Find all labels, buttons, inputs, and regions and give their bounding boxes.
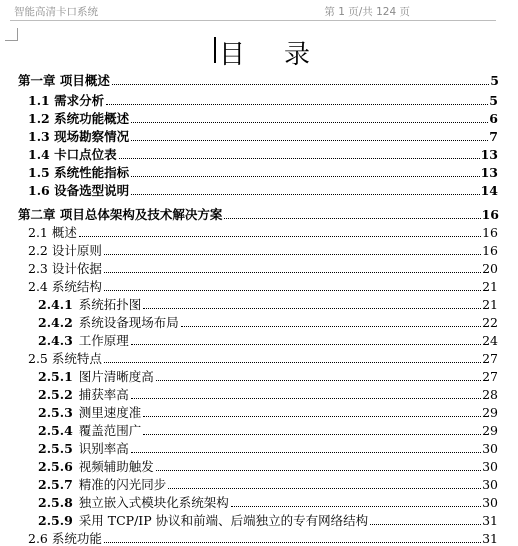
toc-entry-number: 2.5.5 (38, 441, 73, 456)
toc-entry[interactable] (0, 144, 518, 162)
toc-entry-page: 31 (482, 513, 498, 528)
toc-entry-number: 2.5.2 (38, 387, 73, 402)
toc-entry-label (0, 93, 104, 108)
toc-entry-label (0, 531, 102, 546)
toc-entry-text: 采用 TCP/IP 协议和前端、后端独立的专有网络结构 (78, 513, 369, 528)
toc-entry-page: 5 (489, 93, 498, 108)
toc-entry-text: 1.2 系统功能概述 (28, 111, 130, 126)
toc-entry-page: 22 (482, 315, 498, 330)
toc-entry-text: 系统设备现场布局 (78, 315, 179, 330)
toc-entry-page: 6 (489, 111, 498, 126)
toc-entry-label (0, 369, 154, 384)
toc-entry-number: 2.5.4 (38, 423, 73, 438)
toc-entry[interactable] (0, 162, 518, 180)
toc-dot-leader (104, 272, 481, 273)
toc-entry-page: 16 (482, 243, 498, 258)
toc-dot-leader (156, 470, 481, 471)
toc-entry-text: 精准的闪光同步 (78, 477, 167, 492)
toc-entry-text: 识别率高 (78, 441, 129, 456)
toc-entry-page: 7 (489, 129, 498, 144)
toc-entry[interactable] (0, 180, 518, 198)
toc-entry-number: 2.5.7 (38, 477, 73, 492)
toc-dot-leader (131, 344, 481, 345)
toc-entry-number: 2.4.3 (38, 333, 73, 348)
toc-entry[interactable] (0, 402, 518, 420)
toc-heading (0, 34, 518, 70)
toc-dot-leader (168, 488, 481, 489)
toc-entry[interactable] (0, 384, 518, 402)
toc-entry[interactable] (0, 366, 518, 384)
toc-entry-page: 29 (482, 423, 498, 438)
toc-entry-label (0, 351, 102, 366)
toc-entry-page: 28 (482, 387, 498, 402)
toc-entry[interactable] (0, 204, 518, 222)
toc-dot-leader (119, 158, 480, 159)
toc-entry[interactable] (0, 438, 518, 456)
toc-entry-page: 21 (482, 279, 498, 294)
toc-dot-leader (104, 254, 481, 255)
toc-dot-leader (131, 140, 488, 141)
toc-entry[interactable] (0, 276, 518, 294)
toc-entry-text: 视频辅助触发 (78, 459, 154, 474)
toc-entry-label (0, 477, 166, 492)
toc-entry-text: 图片清晰度高 (78, 369, 154, 384)
toc-dot-leader (104, 362, 481, 363)
toc-entry-number: 2.5.1 (38, 369, 73, 384)
toc-entry[interactable] (0, 312, 518, 330)
toc-dot-leader (104, 290, 481, 291)
toc-entry-page: 13 (480, 165, 498, 180)
toc-entry-page: 14 (480, 183, 498, 198)
page-indicator: 第 1 页/共 124 页 (324, 6, 410, 18)
toc-entry-page: 29 (482, 405, 498, 420)
toc-entry-label (0, 315, 179, 330)
toc-entry-text: 1.5 系统性能指标 (28, 165, 130, 180)
toc-entry-label (0, 279, 102, 294)
toc-entry-number: 2.5.6 (38, 459, 73, 474)
toc-entry-label (0, 111, 129, 126)
toc-entry-label (0, 513, 368, 528)
toc-entry-text: 工作原理 (78, 333, 129, 348)
toc-entry-page: 16 (482, 225, 498, 240)
document-title: 智能高清卡口系统 (14, 6, 98, 18)
toc-entry-text: 系统拓扑图 (78, 297, 142, 312)
toc-entry[interactable] (0, 222, 518, 240)
toc-entry-label (0, 387, 129, 402)
toc-entry[interactable] (0, 258, 518, 276)
toc-entry-text: 测里速度准 (78, 405, 142, 420)
toc-entry-page: 13 (480, 147, 498, 162)
toc-entry[interactable] (0, 420, 518, 438)
toc-dot-leader (231, 506, 481, 507)
toc-entry-text: 1.3 现场勘察情况 (28, 129, 130, 144)
toc-entry-text: 2.1 概述 (28, 225, 77, 240)
toc-entry-label (0, 405, 141, 420)
toc-entry[interactable] (0, 330, 518, 348)
toc-entry-page: 30 (482, 477, 498, 492)
toc-entry-text: 2.5 系统特点 (28, 351, 102, 366)
toc-dot-leader (143, 416, 481, 417)
toc-entry-label (0, 495, 229, 510)
toc-entry-label (0, 333, 129, 348)
toc-entry-label (0, 243, 102, 258)
toc-entry-label (0, 441, 129, 456)
toc-dot-leader (131, 176, 479, 177)
toc-entry-page: 31 (482, 531, 498, 546)
toc-dot-leader (156, 380, 481, 381)
toc-entry-label (0, 147, 117, 162)
toc-entry-label (0, 261, 102, 276)
toc-entry-text: 1.1 需求分析 (28, 93, 105, 108)
header-divider (10, 20, 496, 21)
toc-dot-leader (370, 524, 481, 525)
toc-entry[interactable] (0, 510, 518, 528)
toc-entry-page: 21 (482, 297, 498, 312)
toc-entry-number: 2.5.3 (38, 405, 73, 420)
toc-entry-page: 5 (490, 73, 499, 88)
toc-dot-leader (104, 542, 481, 543)
toc-entry-text: 1.4 卡口点位表 (28, 147, 117, 162)
toc-entry-label (0, 423, 141, 438)
toc-dot-leader (224, 218, 480, 219)
toc-entry-label (0, 183, 129, 198)
toc-entry[interactable] (0, 90, 518, 108)
toc-heading-char-1: 目 (219, 40, 246, 70)
toc-dot-leader (143, 308, 481, 309)
toc-entry-page: 20 (482, 261, 498, 276)
toc-entry-number: 2.4.2 (38, 315, 73, 330)
toc-entry-text: 1.6 设备选型说明 (28, 183, 130, 198)
toc-entry-label (0, 459, 154, 474)
toc-entry-number: 2.5.9 (38, 513, 73, 528)
toc-entry-label (0, 297, 141, 312)
toc-heading-char-2: 录 (284, 40, 311, 70)
toc-entry-text: 2.4 系统结构 (28, 279, 102, 294)
toc-dot-leader (143, 434, 481, 435)
toc-dot-leader (131, 194, 479, 195)
toc-entry-text: 2.6 系统功能 (28, 531, 102, 546)
toc-entry-label (0, 207, 222, 222)
toc-entry-text: 独立嵌入式模块化系统架构 (78, 495, 229, 510)
toc-entry-text: 2.2 设计原则 (28, 243, 102, 258)
toc-entry-label (0, 73, 110, 88)
toc-dot-leader (131, 398, 481, 399)
toc-entry-page: 30 (482, 459, 498, 474)
toc-entry-text: 覆盖范围广 (78, 423, 142, 438)
text-cursor (214, 37, 216, 63)
toc-entry-text: 第二章 项目总体架构及技术解决方案 (18, 207, 223, 222)
toc-entry[interactable] (0, 474, 518, 492)
toc-entry-page: 27 (482, 351, 498, 366)
toc-entry[interactable] (0, 456, 518, 474)
toc-entry-text: 第一章 项目概述 (18, 73, 110, 88)
toc-dot-leader (181, 326, 481, 327)
toc-entry[interactable] (0, 348, 518, 366)
toc-entry[interactable] (0, 240, 518, 258)
toc-dot-leader (79, 236, 481, 237)
toc-entry-label (0, 225, 77, 240)
toc-entry-page: 30 (482, 495, 498, 510)
toc-dot-leader (131, 452, 481, 453)
toc-dot-leader (131, 122, 488, 123)
toc-entry-number: 2.5.8 (38, 495, 73, 510)
toc-entry[interactable] (0, 126, 518, 144)
toc-entry[interactable] (0, 108, 518, 126)
toc-entry-label (0, 165, 129, 180)
toc-entry-page: 27 (482, 369, 498, 384)
page-header (0, 0, 518, 22)
toc-entry[interactable] (0, 294, 518, 312)
toc-entry-text: 2.3 设计依据 (28, 261, 102, 276)
toc-entry-page: 16 (481, 207, 499, 222)
toc-entry-page: 24 (482, 333, 498, 348)
toc-entry-label (0, 129, 129, 144)
toc-entry[interactable] (0, 492, 518, 510)
toc-entry[interactable] (0, 528, 518, 546)
toc-dot-leader (106, 104, 488, 105)
toc-entry-number: 2.4.1 (38, 297, 73, 312)
toc-entry-page: 30 (482, 441, 498, 456)
toc-entry-text: 捕获率高 (78, 387, 129, 402)
toc-entry[interactable] (0, 70, 518, 88)
toc-dot-leader (112, 84, 489, 85)
